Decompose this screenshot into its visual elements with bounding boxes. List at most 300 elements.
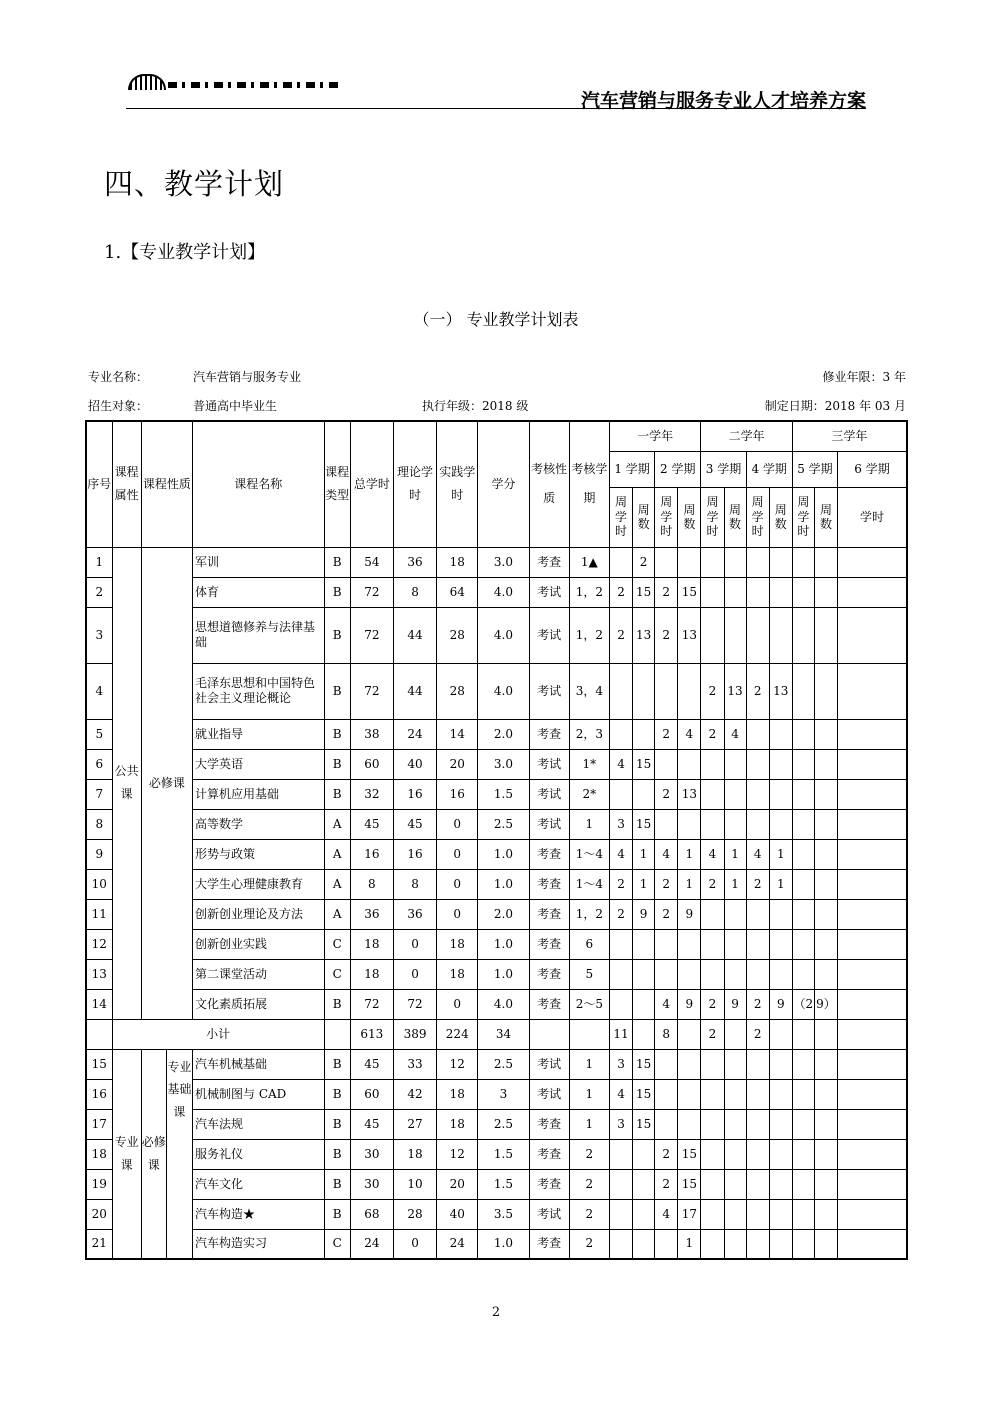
schedule-cell [769, 779, 792, 809]
schedule-cell [701, 1199, 724, 1229]
schedule-cell [792, 1139, 814, 1169]
total-hours: 60 [350, 749, 393, 779]
schedule-cell [609, 1139, 632, 1169]
schedule-cell [792, 663, 814, 719]
schedule-cell [724, 1139, 746, 1169]
schedule-cell: 15 [633, 809, 655, 839]
col-header-weeks: 周数 [633, 487, 655, 547]
schedule-cell [724, 1229, 746, 1259]
total-hours: 32 [350, 779, 393, 809]
exam-nature: 考查 [529, 839, 569, 869]
credit: 2.0 [478, 899, 529, 929]
schedule-cell: 11 [609, 1019, 632, 1049]
exam-term: 1，2 [569, 577, 609, 607]
schedule-cell: 9） [814, 989, 837, 1019]
schedule-cell: 4 [609, 1079, 632, 1109]
table-row [86, 959, 907, 989]
practice-hours: 0 [437, 809, 478, 839]
schedule-cell: 2 [655, 779, 678, 809]
schedule-cell [701, 1049, 724, 1079]
table-row [86, 1079, 907, 1109]
group-major-required: 必修课 [141, 1049, 166, 1259]
row-number: 2 [86, 577, 112, 607]
course-type: B [324, 1079, 350, 1109]
theory-hours: 18 [393, 1139, 436, 1169]
subtotal-total: 613 [350, 1019, 393, 1049]
row-number: 15 [86, 1049, 112, 1079]
credit: 4.0 [478, 663, 529, 719]
schedule-cell [655, 1049, 678, 1079]
credit: 1.0 [478, 959, 529, 989]
schedule-cell [678, 663, 701, 719]
schedule-cell [609, 1229, 632, 1259]
schedule-cell: 2 [655, 577, 678, 607]
schedule-cell: 2 [609, 899, 632, 929]
teaching-plan-table [85, 420, 908, 1260]
table-row [86, 547, 907, 577]
schedule-cell [769, 1109, 792, 1139]
schedule-cell [701, 607, 724, 663]
schedule-cell [724, 1109, 746, 1139]
exam-term: 2 [569, 1199, 609, 1229]
schedule-cell: 2 [701, 719, 724, 749]
schedule-cell: 2 [655, 899, 678, 929]
schedule-cell [792, 869, 814, 899]
col-header-week-hours: 周学时 [701, 487, 724, 547]
schedule-cell [746, 809, 769, 839]
practice-hours: 0 [437, 899, 478, 929]
table-row [86, 1229, 907, 1259]
schedule-cell [655, 1079, 678, 1109]
schedule-cell: 15 [678, 577, 701, 607]
table-row [86, 1169, 907, 1199]
exam-nature: 考查 [529, 959, 569, 989]
schedule-cell: 2 [701, 989, 724, 1019]
exam-nature: 考试 [529, 1199, 569, 1229]
schedule-cell [838, 1199, 907, 1229]
practice-hours: 12 [437, 1049, 478, 1079]
schedule-cell [701, 899, 724, 929]
course-name: 大学生心理健康教育 [193, 869, 325, 899]
schedule-cell [724, 779, 746, 809]
total-hours: 18 [350, 929, 393, 959]
theory-hours: 24 [393, 719, 436, 749]
schedule-cell [746, 749, 769, 779]
schedule-cell [769, 1229, 792, 1259]
schedule-cell [701, 1229, 724, 1259]
subtotal-credit: 34 [478, 1019, 529, 1049]
col-header-total: 总学时 [350, 421, 393, 547]
schedule-cell [838, 749, 907, 779]
schedule-cell [678, 1079, 701, 1109]
exam-term: 2 [569, 1229, 609, 1259]
col-header-nature: 课程性质 [141, 421, 192, 547]
course-name: 汽车文化 [193, 1169, 325, 1199]
schedule-cell [746, 899, 769, 929]
table-row [86, 869, 907, 899]
practice-hours: 18 [437, 929, 478, 959]
total-hours: 68 [350, 1199, 393, 1229]
schedule-cell [609, 959, 632, 989]
table-row [86, 929, 907, 959]
exam-nature: 考试 [529, 607, 569, 663]
schedule-cell [814, 607, 837, 663]
row-number: 16 [86, 1079, 112, 1109]
schedule-cell [724, 577, 746, 607]
exam-term: 2，3 [569, 719, 609, 749]
group-major-course: 专业课 [112, 1049, 141, 1259]
schedule-cell: 15 [678, 1139, 701, 1169]
schedule-cell [838, 719, 907, 749]
course-type: A [324, 839, 350, 869]
total-hours: 30 [350, 1169, 393, 1199]
schedule-cell: 4 [724, 719, 746, 749]
schedule-cell: 4 [655, 989, 678, 1019]
schedule-cell [746, 959, 769, 989]
exam-term: 1，2 [569, 899, 609, 929]
schedule-cell: 9 [724, 989, 746, 1019]
schedule-cell [814, 809, 837, 839]
course-name: 第二课堂活动 [193, 959, 325, 989]
total-hours: 8 [350, 869, 393, 899]
course-name: 汽车构造★ [193, 1199, 325, 1229]
col-header-term: 1 学期 [609, 451, 654, 487]
table-row [86, 779, 907, 809]
theory-hours: 36 [393, 547, 436, 577]
course-type: B [324, 1139, 350, 1169]
course-type: B [324, 1109, 350, 1139]
exam-nature: 考查 [529, 719, 569, 749]
theory-hours: 28 [393, 1199, 436, 1229]
schedule-cell [814, 1019, 837, 1049]
theory-hours: 44 [393, 607, 436, 663]
practice-hours: 20 [437, 1169, 478, 1199]
schedule-cell [792, 1019, 814, 1049]
schedule-cell [746, 1199, 769, 1229]
schedule-cell [792, 749, 814, 779]
col-header-year2: 二学年 [701, 421, 792, 451]
total-hours: 45 [350, 1049, 393, 1079]
row-number: 5 [86, 719, 112, 749]
schedule-cell [701, 929, 724, 959]
course-name: 体育 [193, 577, 325, 607]
schedule-cell: 13 [633, 607, 655, 663]
schedule-cell [609, 1169, 632, 1199]
schedule-cell: 17 [678, 1199, 701, 1229]
group-public-course: 公共课 [112, 547, 141, 1019]
exam-nature: 考查 [529, 899, 569, 929]
schedule-cell [633, 1169, 655, 1199]
schedule-cell: 1 [633, 869, 655, 899]
schedule-cell [814, 547, 837, 577]
schedule-cell [724, 1019, 746, 1049]
col-header-name: 课程名称 [193, 421, 325, 547]
schedule-cell [814, 1109, 837, 1139]
credit: 2.5 [478, 1049, 529, 1079]
credit: 3.0 [478, 749, 529, 779]
schedule-cell [792, 719, 814, 749]
schedule-cell [769, 719, 792, 749]
schedule-cell [838, 1019, 907, 1049]
schedule-cell [792, 607, 814, 663]
col-header-week-hours: 周学时 [609, 487, 632, 547]
credit: 1.0 [478, 839, 529, 869]
subtotal-exam-nature [529, 1019, 569, 1049]
total-hours: 18 [350, 959, 393, 989]
schedule-cell: 2 [701, 663, 724, 719]
schedule-cell [701, 1109, 724, 1139]
exam-term: 1 [569, 1079, 609, 1109]
col-header-term: 5 学期 [792, 451, 837, 487]
schedule-cell [769, 899, 792, 929]
schedule-cell [633, 779, 655, 809]
schedule-cell: 9 [678, 899, 701, 929]
exam-term: 2～5 [569, 989, 609, 1019]
schedule-cell [678, 929, 701, 959]
schedule-cell [838, 1139, 907, 1169]
schedule-cell [724, 749, 746, 779]
schedule-cell [814, 869, 837, 899]
row-number: 20 [86, 1199, 112, 1229]
course-type: C [324, 959, 350, 989]
total-hours: 60 [350, 1079, 393, 1109]
schedule-cell: 2 [746, 869, 769, 899]
schedule-cell: 15 [633, 577, 655, 607]
course-type: A [324, 809, 350, 839]
schedule-cell: 4 [609, 839, 632, 869]
credit: 2.5 [478, 1109, 529, 1139]
schedule-cell [724, 1199, 746, 1229]
theory-hours: 16 [393, 839, 436, 869]
row-number: 11 [86, 899, 112, 929]
schedule-cell [746, 779, 769, 809]
course-type: B [324, 1049, 350, 1079]
col-header-weeks: 周数 [769, 487, 792, 547]
subtotal-label: 小计 [112, 1019, 324, 1049]
schedule-cell [814, 959, 837, 989]
subtotal-blank [86, 1019, 112, 1049]
exam-nature: 考查 [529, 1169, 569, 1199]
exam-term: 1 [569, 1049, 609, 1079]
schedule-cell [746, 547, 769, 577]
course-name: 形势与政策 [193, 839, 325, 869]
credit: 1.0 [478, 929, 529, 959]
schedule-cell [701, 1169, 724, 1199]
schedule-cell: 13 [678, 607, 701, 663]
credit: 1.0 [478, 869, 529, 899]
schedule-cell [701, 779, 724, 809]
schedule-cell [724, 899, 746, 929]
course-name: 汽车法规 [193, 1109, 325, 1139]
schedule-cell [724, 809, 746, 839]
theory-hours: 16 [393, 779, 436, 809]
practice-hours: 14 [437, 719, 478, 749]
table-row [86, 607, 907, 663]
schedule-cell [838, 959, 907, 989]
row-number: 7 [86, 779, 112, 809]
practice-hours: 18 [437, 959, 478, 989]
row-number: 6 [86, 749, 112, 779]
row-number: 12 [86, 929, 112, 959]
schedule-cell [655, 959, 678, 989]
total-hours: 38 [350, 719, 393, 749]
schedule-cell [701, 959, 724, 989]
col-header-exam-nature: 考核性质 [529, 421, 569, 547]
schedule-cell: 1 [724, 869, 746, 899]
schedule-cell [769, 929, 792, 959]
course-type: C [324, 1229, 350, 1259]
schedule-cell: 2 [609, 577, 632, 607]
total-hours: 72 [350, 607, 393, 663]
total-hours: 45 [350, 1109, 393, 1139]
schedule-cell: 2 [655, 1169, 678, 1199]
col-header-term: 3 学期 [701, 451, 746, 487]
exam-nature: 考查 [529, 1109, 569, 1139]
schedule-cell: 1 [769, 839, 792, 869]
schedule-cell: 9 [633, 899, 655, 929]
course-type: C [324, 929, 350, 959]
schedule-cell: 1 [678, 1229, 701, 1259]
schedule-cell [814, 1049, 837, 1079]
schedule-cell [678, 809, 701, 839]
practice-hours: 18 [437, 547, 478, 577]
schedule-cell [746, 929, 769, 959]
schedule-cell: 2 [746, 1019, 769, 1049]
credit: 1.5 [478, 1139, 529, 1169]
schedule-cell [724, 1169, 746, 1199]
col-header-week-hours: 周学时 [792, 487, 814, 547]
school-logo [128, 74, 343, 92]
course-type: B [324, 989, 350, 1019]
exam-nature: 考查 [529, 989, 569, 1019]
schedule-cell [633, 989, 655, 1019]
table-row [86, 809, 907, 839]
credit: 4.0 [478, 577, 529, 607]
total-hours: 45 [350, 809, 393, 839]
practice-hours: 28 [437, 663, 478, 719]
schedule-cell [792, 959, 814, 989]
exam-nature: 考查 [529, 1229, 569, 1259]
schedule-cell [792, 809, 814, 839]
schedule-cell [792, 1229, 814, 1259]
schedule-cell [814, 929, 837, 959]
schedule-cell [609, 663, 632, 719]
exam-term: 2* [569, 779, 609, 809]
schedule-cell: 3 [609, 1109, 632, 1139]
schedule-cell: 2 [746, 989, 769, 1019]
grade: 执行年级：2018 级 [422, 399, 529, 413]
exam-nature: 考试 [529, 1079, 569, 1109]
exam-term: 5 [569, 959, 609, 989]
theory-hours: 8 [393, 577, 436, 607]
schedule-cell: 8 [655, 1019, 678, 1049]
table-row [86, 839, 907, 869]
schedule-cell [724, 1079, 746, 1109]
col-header-week-hours: 周学时 [655, 487, 678, 547]
schedule-cell [838, 577, 907, 607]
schedule-cell: 2 [655, 1139, 678, 1169]
schedule-cell [609, 779, 632, 809]
course-name: 军训 [193, 547, 325, 577]
row-number: 21 [86, 1229, 112, 1259]
schedule-cell [814, 1139, 837, 1169]
schedule-cell [746, 1109, 769, 1139]
col-header-term: 6 学期 [838, 451, 907, 487]
schedule-cell [724, 929, 746, 959]
theory-hours: 27 [393, 1109, 436, 1139]
subsection-title: 1.【专业教学计划】 [104, 242, 266, 263]
document-title: 汽车营销与服务专业人才培养方案 [580, 90, 866, 112]
schedule-cell [769, 547, 792, 577]
table-caption: （一） 专业教学计划表 [413, 310, 579, 329]
exam-term: 2 [569, 1139, 609, 1169]
schedule-cell [655, 1229, 678, 1259]
schedule-cell [678, 959, 701, 989]
schedule-cell [633, 1199, 655, 1229]
col-header-term: 2 学期 [655, 451, 701, 487]
schedule-cell [746, 719, 769, 749]
exam-term: 3，4 [569, 663, 609, 719]
theory-hours: 33 [393, 1049, 436, 1079]
row-number: 4 [86, 663, 112, 719]
schedule-cell [838, 839, 907, 869]
theory-hours: 8 [393, 869, 436, 899]
major-label: 专业名称： [88, 370, 149, 384]
col-header-credit: 学分 [478, 421, 529, 547]
schedule-cell [814, 749, 837, 779]
schedule-cell [814, 1169, 837, 1199]
schedule-cell [792, 899, 814, 929]
schedule-cell [792, 547, 814, 577]
practice-hours: 64 [437, 577, 478, 607]
schedule-cell [724, 607, 746, 663]
exam-nature: 考查 [529, 869, 569, 899]
practice-hours: 24 [437, 1229, 478, 1259]
total-hours: 24 [350, 1229, 393, 1259]
schedule-cell [792, 1199, 814, 1229]
schedule-cell [838, 1169, 907, 1199]
theory-hours: 42 [393, 1079, 436, 1109]
theory-hours: 0 [393, 959, 436, 989]
schedule-cell [655, 809, 678, 839]
practice-hours: 40 [437, 1199, 478, 1229]
schedule-cell [633, 929, 655, 959]
schedule-cell [769, 1139, 792, 1169]
credit: 3.5 [478, 1199, 529, 1229]
col-header-seq: 序号 [86, 421, 112, 547]
schedule-cell [792, 1109, 814, 1139]
course-name: 创新创业理论及方法 [193, 899, 325, 929]
total-hours: 36 [350, 899, 393, 929]
schedule-cell [633, 1229, 655, 1259]
schedule-cell [678, 547, 701, 577]
schedule-cell [769, 607, 792, 663]
course-type: B [324, 779, 350, 809]
schedule-cell [769, 1079, 792, 1109]
target-label: 招生对象： [88, 399, 149, 413]
schedule-cell: 2 [609, 869, 632, 899]
exam-term: 1▲ [569, 547, 609, 577]
schedule-cell [655, 663, 678, 719]
subtotal-type [324, 1019, 350, 1049]
exam-term: 1～4 [569, 839, 609, 869]
theory-hours: 72 [393, 989, 436, 1019]
table-row [86, 1049, 907, 1079]
schedule-cell [701, 577, 724, 607]
schedule-cell: 3 [609, 809, 632, 839]
schedule-cell [814, 1199, 837, 1229]
schedule-cell [655, 749, 678, 779]
